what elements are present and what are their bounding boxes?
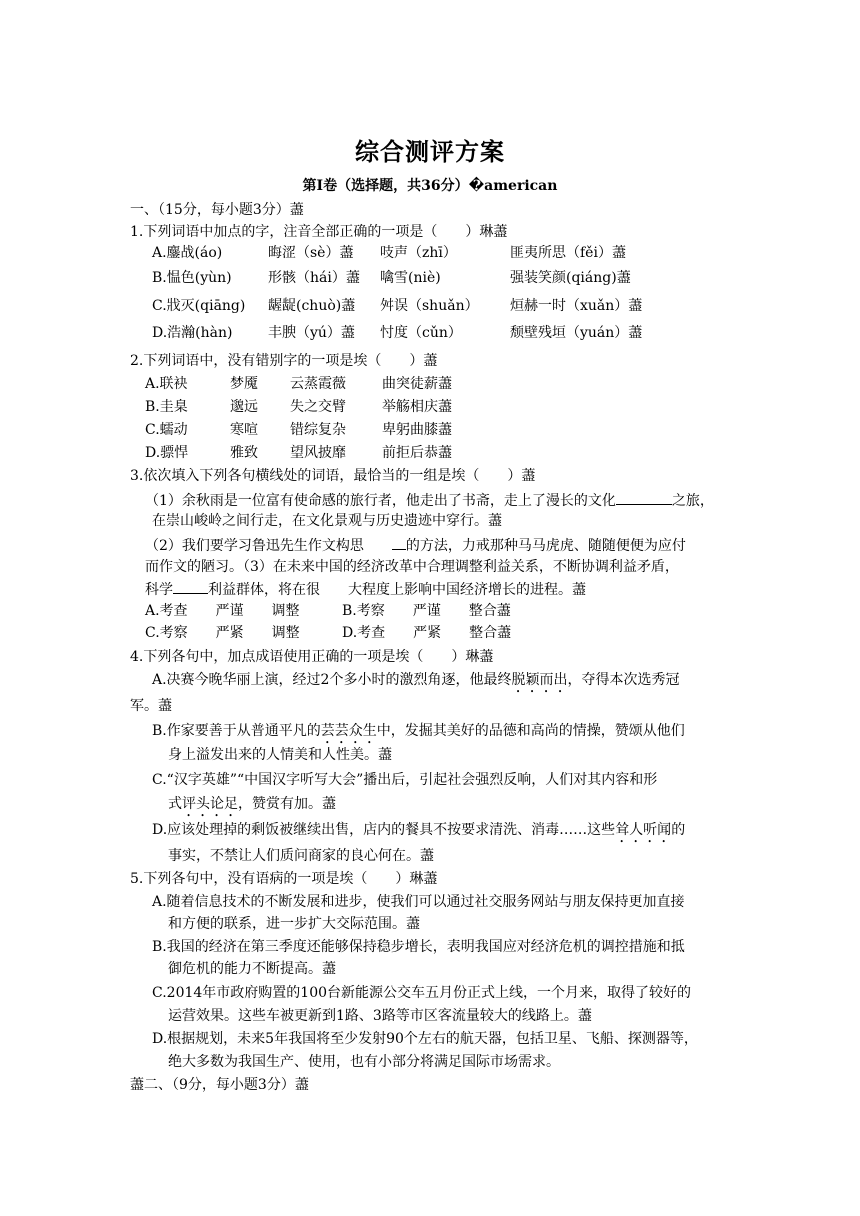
page-title: 综合测评方案 — [355, 137, 505, 166]
q5-option-a-line-1: A.随着信息技术的不断发展和进步，使我们可以通过社交服务网站与朋友保持更加直接 — [152, 894, 685, 910]
q4-option-b-line-2: 身上溢发出来的人情美和人性美。藎 — [168, 747, 392, 763]
q2-option-a-3: 云蒸霞薇 — [290, 376, 346, 392]
q2-option-d-2: 雅致 — [230, 445, 258, 461]
q1-option-a-3: 吱声（zhī） — [380, 245, 457, 261]
q1-option-d-2: 丰腴（yú）藎 — [268, 325, 355, 341]
q4-option-c-line-1: C.“汉字英雄”“中国汉字听写大会”播出后，引起社会强烈反响，人们对其内容和形 — [152, 772, 658, 788]
q1-option-c-4: 烜赫一时（xuǎn）藎 — [510, 298, 643, 314]
q1-stem: 1.下列词语中加点的字，注音全部正确的一项是（ ）琳藎 — [130, 224, 508, 240]
q5-stem: 5.下列各句中，没有语病的一项是埃（ ）琳藎 — [130, 871, 438, 887]
q5-option-c-line-1: C.2014年市政府购置的100台新能源公交车五月份正式上线，一个月来，取得了较好的 — [152, 985, 692, 1001]
q1-option-c-1: C.戕灭(qiāng) — [152, 298, 246, 314]
section-2-heading: 藎二、（9分，每小题3分）藎 — [130, 1077, 309, 1093]
q2-option-a-1: A.联袂 — [145, 376, 188, 392]
q3-line-4: 而作文的陋习。（3）在未来中国的经济改革中合理调整利益关系，不断协调利益矛盾， — [145, 559, 679, 575]
q2-option-d-3: 望风披靡 — [290, 445, 346, 461]
q5-option-d-line-2: 绝大多数为我国生产、使用，也有小部分将满足国际市场需求。 — [168, 1054, 560, 1070]
q4-dotted-idiom-a: 脱颖而出 — [511, 672, 568, 688]
q1-option-a-4: 匪夷所思（fěi）藎 — [510, 245, 626, 261]
q1-option-b-2: 形骸（hái）藎 — [268, 270, 360, 286]
q3-blank-3 — [173, 579, 208, 594]
q3-option-c: C.考察 严紧 调整 — [145, 625, 300, 641]
q1-option-d-3: 忖度（cǔn） — [380, 325, 462, 341]
q4-dotted-idiom-c: 评头论足 — [182, 796, 238, 812]
q2-option-a-2: 梦魇 — [230, 376, 258, 392]
q3-stem: 3.依次填入下列各句横线处的词语，最恰当的一组是埃（ ）藎 — [130, 468, 536, 484]
q1-option-b-1: B.愠色(yùn) — [152, 270, 232, 286]
q1-option-c-3: 舛误（shuǎn） — [380, 298, 479, 314]
q3-line-2: 在崇山峻岭之间行走，在文化景观与历史遗迹中穿行。藎 — [152, 513, 502, 529]
q5-option-c-line-2: 运营效果。这些车被更新到1路、3路等市区客流量较大的线路上。藎 — [168, 1008, 592, 1024]
q2-option-b-1: B.圭臬 — [145, 399, 188, 415]
q3-line-1: （1）余秋雨是一位富有使命感的旅行者，他走出了书斋，走上了漫长的文化 之旅， — [145, 490, 714, 511]
q2-option-c-2: 寒喧 — [230, 422, 258, 438]
q4-option-d-line-2: 事实，不禁让人们质问商家的良心何在。藎 — [168, 848, 434, 864]
q2-option-d-1: D.骠悍 — [145, 445, 189, 461]
q2-stem: 2.下列词语中，没有错别字的一项是埃（ ）藎 — [130, 353, 438, 369]
q1-option-b-4: 强装笑颜(qiáng)藎 — [510, 270, 631, 286]
q4-stem: 4.下列各句中，加点成语使用正确的一项是埃（ ）琳藎 — [130, 649, 494, 665]
q1-option-d-1: D.浩瀚(hàn) — [152, 325, 233, 341]
q3-blank-1 — [616, 490, 672, 505]
q1-option-b-3: 噙雪(niè) — [380, 270, 441, 286]
q1-option-a-1: A.鏖战(áo) — [152, 245, 223, 261]
q4-option-d-line-1: D.应该处理掉的剩饭被继续出售，店内的餐具不按要求清洗、消毒……这些耸人听闻的 — [152, 822, 686, 838]
q3-line-3: （2）我们要学习鲁迅先生作文构思 的方法，力戒那种马马虎虎、随随便便为应付 — [145, 535, 686, 556]
q3-option-b: B.考察 严谨 整合藎 — [342, 603, 511, 619]
q5-option-b-line-1: B.我国的经济在第三季度还能够保持稳步增长，表明我国应对经济危机的调控措施和抵 — [152, 939, 685, 955]
q2-option-d-4: 前拒后恭藎 — [382, 445, 452, 461]
q4-dotted-idiom-d: 耸人听闻 — [615, 822, 672, 838]
q1-option-d-4: 颓壁残垣（yuán）藎 — [510, 325, 643, 341]
q1-option-a-2: 晦涩（sè）藎 — [268, 245, 354, 261]
q2-option-a-4: 曲突徒薪藎 — [382, 376, 452, 392]
q2-option-b-3: 失之交臂 — [290, 399, 346, 415]
q2-option-c-1: C.蠕动 — [145, 422, 188, 438]
q4-option-b-line-1: B.作家要善于从普通平凡的芸芸众生中，发掘其美好的品德和高尚的情操，赞颂从他们 — [152, 723, 685, 739]
q2-option-c-4: 卑躬曲膝藎 — [382, 422, 452, 438]
q2-option-b-2: 邈远 — [230, 399, 258, 415]
q2-option-b-4: 举觞相庆藎 — [382, 399, 452, 415]
q4-option-a-line-1: A.决赛今晚华丽上演，经过2个多小时的激烈角逐，他最终脱颖而出，夺得本次选秀冠 — [152, 672, 680, 688]
q1-option-c-2: 龌龊(chuò)藎 — [268, 298, 356, 314]
q4-dotted-idiom-b: 芸芸众生 — [320, 723, 377, 739]
q5-option-d-line-1: D.根据规划，未来5年我国将至少发射90个左右的航天器，包括卫星、飞船、探测器等， — [152, 1031, 698, 1047]
q3-option-d: D.考查 严紧 整合藎 — [342, 625, 512, 641]
page-subtitle: 第Ⅰ卷（选择题，共36分）�american — [302, 178, 558, 194]
q2-option-c-3: 错综复杂 — [290, 422, 346, 438]
q4-option-c-line-2: 式评头论足，赞赏有加。藎 — [168, 796, 336, 812]
q3-option-a: A.考查 严谨 调整 — [145, 603, 300, 619]
section-1-heading: 一、（15分，每小题3分）藎 — [130, 202, 304, 218]
q5-option-b-line-2: 御危机的能力不断提高。藎 — [168, 961, 336, 977]
q4-option-a-line-2: 军。藎 — [130, 698, 172, 714]
q3-blank-2 — [392, 535, 406, 550]
q3-line-5: 科学 利益群体，将在很 大程度上影响中国经济增长的进程。藎 — [145, 579, 586, 600]
q5-option-a-line-2: 和方便的联系，进一步扩大交际范围。藎 — [168, 916, 420, 932]
